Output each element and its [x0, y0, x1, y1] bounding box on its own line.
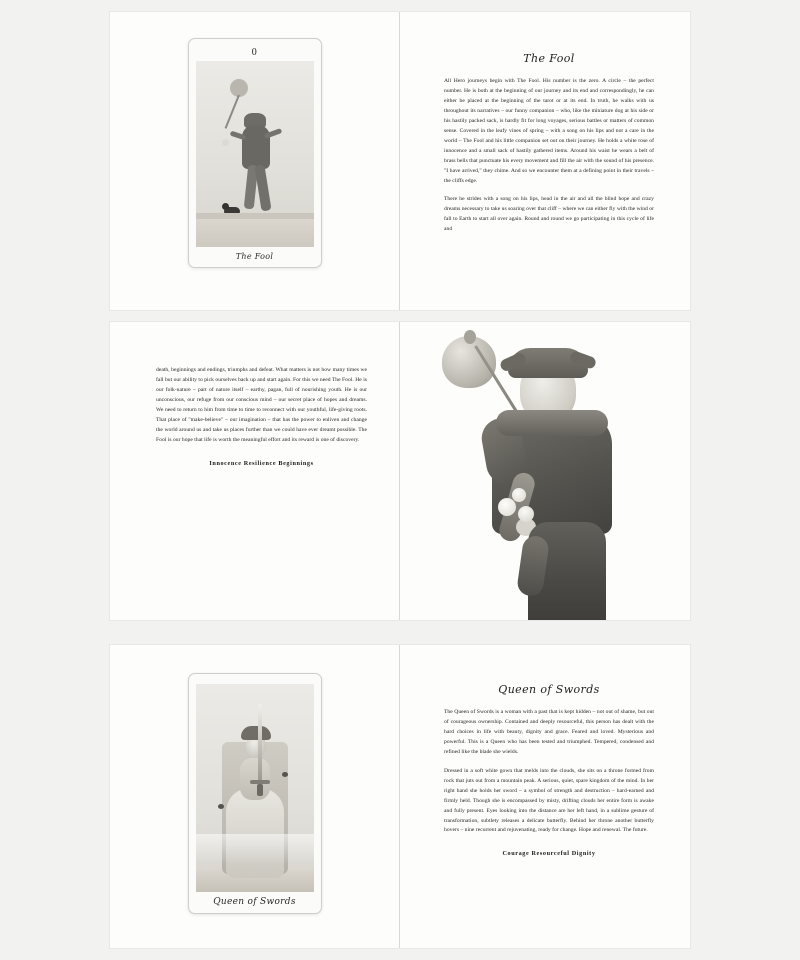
book-spread-queen-of-swords: [110, 645, 690, 948]
card-title: The Fool: [235, 252, 274, 261]
spread-right-page: [400, 645, 690, 948]
book-spread-fool: [110, 12, 690, 310]
body-paragraph: The Queen of Swords is a woman with a past that is kept hidden – not out of shame, but out of courageous ownership. Contained and deeply resourceful, this person has dealt with the hard choices in life with beauty, dignity and grace. Feared and loved. Mysterious and powerful. This is a Queen who has been tested and triumphed. Tempered, condensed and refined like the blade she wields.: [444, 709, 654, 755]
body-paragraph: Dressed in a soft white gown that melds into the clouds, she sits on a throne formed from rock that juts out from a mountain peak. A serious, quiet, spare kingdom of the mind. In her right hand she holds her sword – a symbol of strength and destruction – hard-earned and firmly held. Though she is encompassed by misty, drifting clouds her entire form is awake and fully present. Eyes looking into the distance are her left hand, in a sublime gesture of transformation, subtlety releases a delicate butterfly. Behind her throne another butterfly hovers – nine recurrent and rejuvenating, ready for change. Hope and renewal. The future.: [444, 767, 654, 834]
spread-right-page: [400, 12, 690, 310]
body-paragraph: All Hero journeys begin with The Fool. His number is the zero. A circle – the perfect number. He is both at the beginning of our journey and its end and correspondingly, he can either be placed at the beginning of the tarot or at its end. In truth, he walks with us throughout its narratives – our funny companion – who, like the miniature dog at his side or his hastily packed sack, is hardly fit for long voyages, serious battles or matters of common sense. Covered in the leafy vines of spring – with a song on his lips and not a care in the world – The Fool and his little companion set out on their journey. He holds a white rose of innocence and a small sack of hastily gathered items. Around his waist he wears a belt of brass bells that punctuate his every movement and fill the air with the sound of his presence. "I have arrived," they chime. And so we encounter them at a defining point in their travels – the cliffs edge.: [444, 78, 654, 184]
keywords-line: Courage Resourceful Dignity: [502, 850, 596, 858]
fool-large-illustration: [400, 322, 690, 620]
card-title: Queen of Swords: [213, 897, 296, 907]
spread-right-page: [400, 322, 690, 620]
body-paragraph: There he strides with a song on his lips, head in the air and all the blind hope and crazy dreams necessary to take us soaring over that cliff – where we can either fly with the wind or fall to Earth to start all over again. Round and round we go participating in this cycle of life and: [444, 196, 654, 233]
spread-left-page: [110, 12, 400, 310]
chapter-title: Queen of Swords: [498, 683, 600, 696]
keywords-line: Innocence Resilience Beginnings: [209, 459, 314, 467]
spread-left-page: [110, 322, 400, 620]
card-number: 0: [251, 47, 258, 58]
book-spread-fool-continued: [110, 322, 690, 620]
chapter-title: The Fool: [523, 52, 575, 65]
queen-of-swords-card-illustration: [196, 684, 314, 892]
body-paragraph: death, beginnings and endings, triumphs and defeat. What matters is not how many times we fall but our ability to pick ourselves back up and start again. For this we need The Fool. He is our folk-nature – part of nature itself – earthy, pagan, full of nourishing youth. He is our unconscious, our refuge from our conscious mind – our secret place of hopes and dreams. We need to return to him from time to time to reconnect with our youthful, life-giving roots. That place of "make-believe" – our imagination – that has the power to enliven and change the world around us and take us places further than we could have ever dreamt possible. The Fool is our hope that life is worth the meaningful effort and its reward is one of discovery.: [156, 367, 367, 443]
tarot-card-queen-of-swords: [188, 673, 322, 914]
tarot-card-the-fool: [188, 38, 322, 268]
spread-left-page: [110, 645, 400, 948]
fool-card-illustration: [196, 61, 314, 247]
